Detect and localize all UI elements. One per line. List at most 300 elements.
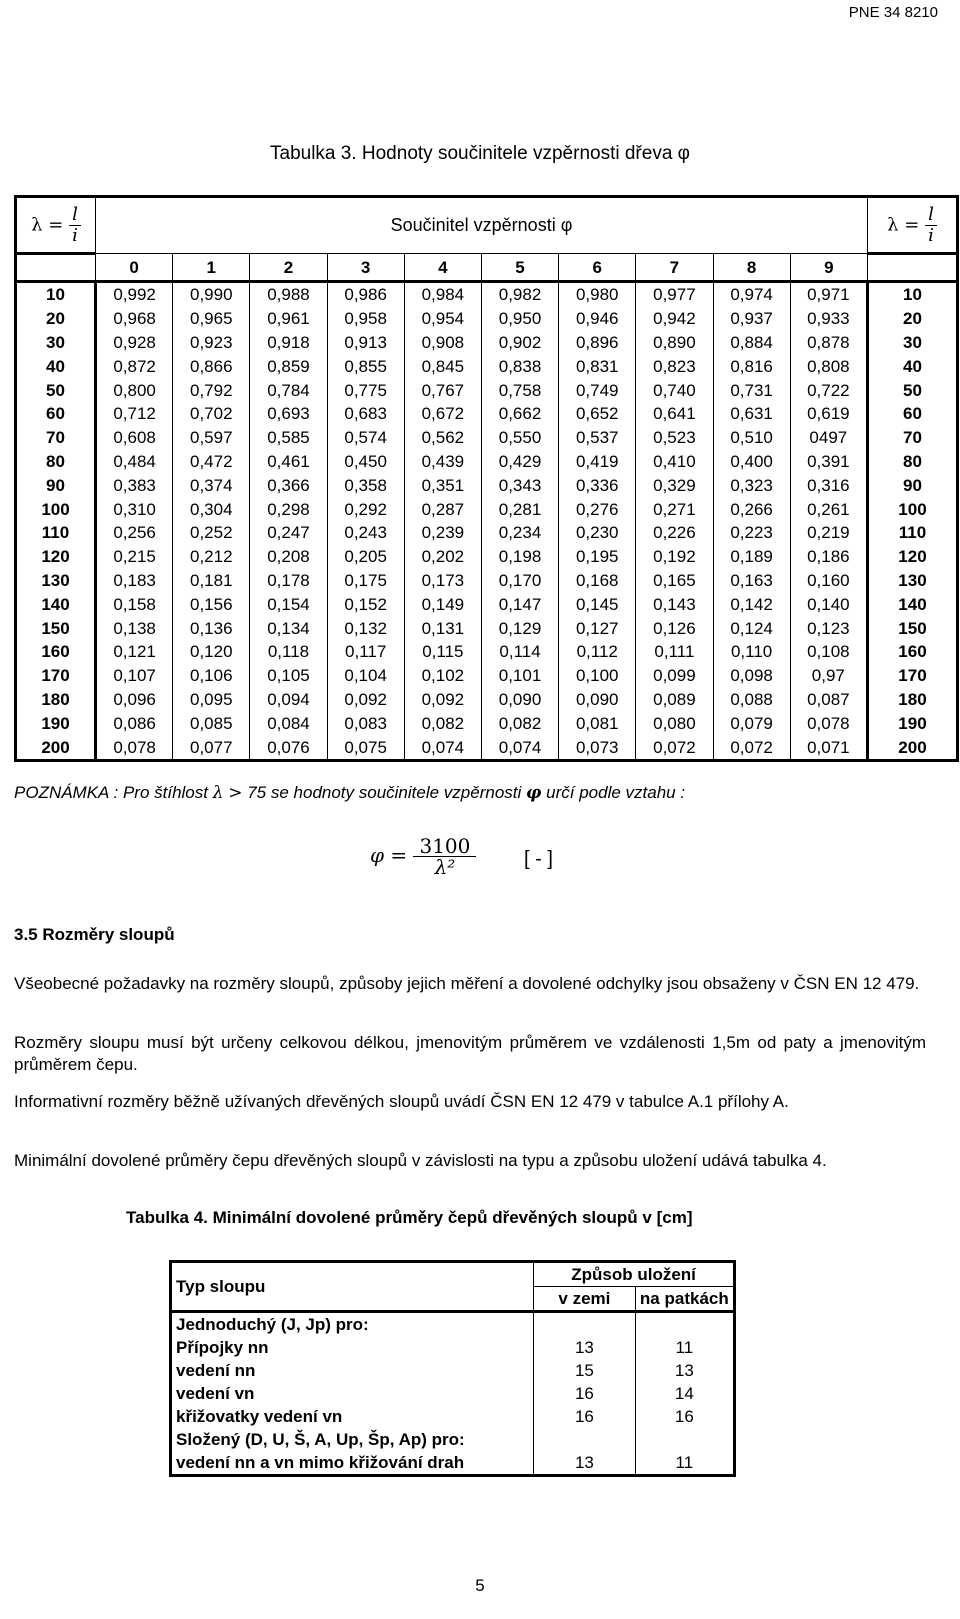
digit-header: 9 — [790, 254, 867, 282]
lambda-cell: 140 — [867, 592, 957, 616]
value-cell: 0,076 — [250, 735, 327, 760]
value-cell: 0,261 — [790, 497, 867, 521]
lambda-cell: 180 — [16, 688, 96, 712]
table-row — [16, 616, 958, 640]
lambda-cell: 150 — [16, 616, 96, 640]
lambda-cell: 180 — [867, 688, 957, 712]
table-row — [16, 426, 958, 450]
value-cell: 0,800 — [96, 378, 173, 402]
value-cell: 0,101 — [481, 664, 558, 688]
value-cell: 0,990 — [173, 282, 250, 307]
value-cell: 0,97 — [790, 664, 867, 688]
lambda-cell: 150 — [867, 616, 957, 640]
value-cell: 0,859 — [250, 354, 327, 378]
lambda-cell: 10 — [16, 282, 96, 307]
value-cell: 0,722 — [790, 378, 867, 402]
value-cell: 0,160 — [790, 569, 867, 593]
lambda-cell: 130 — [16, 569, 96, 593]
value-cell: 0,988 — [250, 282, 327, 307]
value-cell: 0,946 — [559, 307, 636, 331]
value-cell: 0,954 — [404, 307, 481, 331]
lambda-cell: 200 — [16, 735, 96, 760]
value-cell: 0,071 — [790, 735, 867, 760]
lambda-cell: 170 — [16, 664, 96, 688]
value-cell: 0,243 — [327, 521, 404, 545]
value-cell: 0,740 — [636, 378, 713, 402]
value-cell: 0,183 — [96, 569, 173, 593]
formula-denominator: λ² — [434, 855, 456, 879]
value-cell: 0,094 — [250, 688, 327, 712]
value-cell: 0,775 — [327, 378, 404, 402]
value-cell: 0,085 — [173, 711, 250, 735]
lambda-cell: 20 — [16, 307, 96, 331]
value-cell: 0,619 — [790, 402, 867, 426]
digit-header: 0 — [96, 254, 173, 282]
diameter-value: 16 — [635, 1405, 734, 1428]
table-row — [16, 735, 958, 760]
value-cell: 0,158 — [96, 592, 173, 616]
value-cell: 0,961 — [250, 307, 327, 331]
value-cell: 0,702 — [173, 402, 250, 426]
lambda-cell: 10 — [867, 282, 957, 307]
table-row — [16, 354, 958, 378]
value-cell: 0,652 — [559, 402, 636, 426]
value-cell: 0497 — [790, 426, 867, 450]
formula-numerator: 3100 — [413, 836, 476, 857]
value-cell: 0,252 — [173, 521, 250, 545]
value-cell: 0,276 — [559, 497, 636, 521]
lambda-cell: 130 — [867, 569, 957, 593]
value-cell: 0,287 — [404, 497, 481, 521]
value-cell: 0,138 — [96, 616, 173, 640]
value-cell: 0,136 — [173, 616, 250, 640]
value-cell: 0,156 — [173, 592, 250, 616]
value-cell: 0,118 — [250, 640, 327, 664]
value-cell: 0,123 — [790, 616, 867, 640]
value-cell: 0,631 — [713, 402, 790, 426]
table-row — [16, 497, 958, 521]
value-cell: 0,391 — [790, 450, 867, 474]
value-cell: 0,767 — [404, 378, 481, 402]
value-cell: 0,145 — [559, 592, 636, 616]
lambda-cell: 120 — [16, 545, 96, 569]
row-label: křižovatky vedení vn — [171, 1405, 534, 1428]
table-row — [16, 592, 958, 616]
value-cell: 0,099 — [636, 664, 713, 688]
value-cell: 0,537 — [559, 426, 636, 450]
lambda-cell: 140 — [16, 592, 96, 616]
value-cell: 0,100 — [559, 664, 636, 688]
digit-header: 8 — [713, 254, 790, 282]
lambda-cell: 70 — [16, 426, 96, 450]
lambda-cell: 70 — [867, 426, 957, 450]
value-cell: 0,256 — [96, 521, 173, 545]
paragraph: Minimální dovolené průměry čepu dřevěných sloupů v závislosti na typu a způsobu uložení udává tabulka 4. — [14, 1151, 827, 1170]
paragraph: Všeobecné požadavky na rozměry sloupů, způsoby jejich měření a dovolené odchylky jsou obsaženy v ČSN EN 12 479. — [14, 974, 920, 993]
value-cell: 0,731 — [713, 378, 790, 402]
value-cell: 0,292 — [327, 497, 404, 521]
value-cell: 0,965 — [173, 307, 250, 331]
table-row — [16, 664, 958, 688]
value-cell: 0,132 — [327, 616, 404, 640]
value-cell: 0,078 — [790, 711, 867, 735]
value-cell: 0,079 — [713, 711, 790, 735]
lambda-cell: 100 — [16, 497, 96, 521]
value-cell: 0,175 — [327, 569, 404, 593]
table-row — [16, 569, 958, 593]
value-cell: 0,189 — [713, 545, 790, 569]
table-row — [16, 688, 958, 712]
value-cell: 0,212 — [173, 545, 250, 569]
col-footing-header: na patkách — [635, 1287, 734, 1312]
value-cell: 0,461 — [250, 450, 327, 474]
value-cell: 0,127 — [559, 616, 636, 640]
diameter-value: 16 — [534, 1382, 636, 1405]
coefficient-heading: Součinitel vzpěrnosti φ — [96, 197, 868, 254]
pole-diameter-table — [169, 1260, 736, 1477]
table-row — [16, 521, 958, 545]
value-cell: 0,974 — [713, 282, 790, 307]
value-cell: 0,086 — [96, 711, 173, 735]
lambda-cell: 190 — [867, 711, 957, 735]
value-cell: 0,075 — [327, 735, 404, 760]
value-cell: 0,608 — [96, 426, 173, 450]
value-cell: 0,908 — [404, 331, 481, 355]
value-cell: 0,336 — [559, 473, 636, 497]
digit-header: 7 — [636, 254, 713, 282]
value-cell: 0,816 — [713, 354, 790, 378]
value-cell: 0,084 — [250, 711, 327, 735]
value-cell: 0,831 — [559, 354, 636, 378]
value-cell: 0,683 — [327, 402, 404, 426]
value-cell: 0,205 — [327, 545, 404, 569]
table-row — [16, 282, 958, 307]
value-cell: 0,574 — [327, 426, 404, 450]
lambda-cell: 30 — [867, 331, 957, 355]
row-label: Přípojky nn — [171, 1336, 534, 1359]
value-cell: 0,239 — [404, 521, 481, 545]
lambda-cell: 80 — [867, 450, 957, 474]
value-cell: 0,098 — [713, 664, 790, 688]
diameter-value: 13 — [635, 1359, 734, 1382]
value-cell: 0,366 — [250, 473, 327, 497]
value-cell: 0,140 — [790, 592, 867, 616]
diameter-value: 11 — [635, 1451, 734, 1476]
value-cell: 0,902 — [481, 331, 558, 355]
value-cell: 0,383 — [96, 473, 173, 497]
value-cell: 0,223 — [713, 521, 790, 545]
value-cell: 0,168 — [559, 569, 636, 593]
value-cell: 0,986 — [327, 282, 404, 307]
value-cell: 0,195 — [559, 545, 636, 569]
value-cell: 0,523 — [636, 426, 713, 450]
paragraph: Informativní rozměry běžně užívaných dřevěných sloupů uvádí ČSN EN 12 479 v tabulce A.1 přílohy A. — [14, 1092, 789, 1111]
value-cell: 0,114 — [481, 640, 558, 664]
value-cell: 0,234 — [481, 521, 558, 545]
value-cell: 0,890 — [636, 331, 713, 355]
value-cell: 0,142 — [713, 592, 790, 616]
lambda-cell: 190 — [16, 711, 96, 735]
col-ground-header: v zemi — [534, 1287, 636, 1312]
lambda-cell: 100 — [867, 497, 957, 521]
value-cell: 0,977 — [636, 282, 713, 307]
lambda-cell: 110 — [867, 521, 957, 545]
value-cell: 0,641 — [636, 402, 713, 426]
table-row — [16, 450, 958, 474]
value-cell: 0,088 — [713, 688, 790, 712]
value-cell: 0,896 — [559, 331, 636, 355]
group2-title: Složený (D, U, Š, A, Up, Šp, Ap) pro: — [171, 1428, 534, 1451]
lambda-cell: 20 — [867, 307, 957, 331]
value-cell: 0,374 — [173, 473, 250, 497]
table-row — [16, 307, 958, 331]
diameter-value: 11 — [635, 1336, 734, 1359]
value-cell: 0,081 — [559, 711, 636, 735]
value-cell: 0,115 — [404, 640, 481, 664]
value-cell: 0,950 — [481, 307, 558, 331]
value-cell: 0,192 — [636, 545, 713, 569]
lambda-cell: 60 — [16, 402, 96, 426]
value-cell: 0,271 — [636, 497, 713, 521]
value-cell: 0,131 — [404, 616, 481, 640]
value-cell: 0,110 — [713, 640, 790, 664]
digit-header: 5 — [481, 254, 558, 282]
value-cell: 0,111 — [636, 640, 713, 664]
value-cell: 0,208 — [250, 545, 327, 569]
table-row — [171, 1382, 735, 1405]
value-cell: 0,074 — [404, 735, 481, 760]
value-cell: 0,082 — [404, 711, 481, 735]
value-cell: 0,163 — [713, 569, 790, 593]
value-cell: 0,866 — [173, 354, 250, 378]
value-cell: 0,410 — [636, 450, 713, 474]
value-cell: 0,693 — [250, 402, 327, 426]
value-cell: 0,104 — [327, 664, 404, 688]
value-cell: 0,662 — [481, 402, 558, 426]
value-cell: 0,304 — [173, 497, 250, 521]
value-cell: 0,129 — [481, 616, 558, 640]
value-cell: 0,298 — [250, 497, 327, 521]
value-cell: 0,758 — [481, 378, 558, 402]
value-cell: 0,712 — [96, 402, 173, 426]
value-cell: 0,266 — [713, 497, 790, 521]
value-cell: 0,083 — [327, 711, 404, 735]
lambda-cell: 80 — [16, 450, 96, 474]
digit-header: 2 — [250, 254, 327, 282]
value-cell: 0,942 — [636, 307, 713, 331]
value-cell: 0,872 — [96, 354, 173, 378]
value-cell: 0,120 — [173, 640, 250, 664]
table4-caption: Tabulka 4. Minimální dovolené průměry čepů dřevěných sloupů v [cm] — [126, 1208, 693, 1227]
value-cell: 0,092 — [404, 688, 481, 712]
col-group-header: Způsob uložení — [534, 1262, 735, 1287]
row-label: vedení vn — [171, 1382, 534, 1405]
value-cell: 0,181 — [173, 569, 250, 593]
value-cell: 0,215 — [96, 545, 173, 569]
value-cell: 0,106 — [173, 664, 250, 688]
value-cell: 0,878 — [790, 331, 867, 355]
value-cell: 0,089 — [636, 688, 713, 712]
table3-caption: Tabulka 3. Hodnoty součinitele vzpěrnosti dřeva φ — [270, 143, 690, 164]
value-cell: 0,450 — [327, 450, 404, 474]
value-cell: 0,095 — [173, 688, 250, 712]
value-cell: 0,343 — [481, 473, 558, 497]
lambda-cell: 160 — [16, 640, 96, 664]
value-cell: 0,510 — [713, 426, 790, 450]
paragraph: Rozměry sloupu musí být určeny celkovou délkou, jmenovitým průměrem ve vzdálenosti 1,5m od paty a jmenovitým průměrem čepu. — [14, 1033, 926, 1074]
digit-header: 1 — [173, 254, 250, 282]
value-cell: 0,562 — [404, 426, 481, 450]
value-cell: 0,329 — [636, 473, 713, 497]
lambda-header-left: λ = $\frac{l}{i}$ — [16, 197, 96, 254]
value-cell: 0,550 — [481, 426, 558, 450]
value-cell: 0,585 — [250, 426, 327, 450]
table-row — [16, 402, 958, 426]
value-cell: 0,073 — [559, 735, 636, 760]
value-cell: 0,219 — [790, 521, 867, 545]
value-cell: 0,419 — [559, 450, 636, 474]
table-row — [16, 473, 958, 497]
value-cell: 0,072 — [636, 735, 713, 760]
value-cell: 0,134 — [250, 616, 327, 640]
value-cell: 0,112 — [559, 640, 636, 664]
value-cell: 0,092 — [327, 688, 404, 712]
value-cell: 0,074 — [481, 735, 558, 760]
value-cell: 0,080 — [636, 711, 713, 735]
value-cell: 0,958 — [327, 307, 404, 331]
value-cell: 0,918 — [250, 331, 327, 355]
value-cell: 0,823 — [636, 354, 713, 378]
lambda-cell: 90 — [16, 473, 96, 497]
value-cell: 0,090 — [559, 688, 636, 712]
lambda-cell: 110 — [16, 521, 96, 545]
table-row — [16, 711, 958, 735]
value-cell: 0,281 — [481, 497, 558, 521]
value-cell: 0,226 — [636, 521, 713, 545]
value-cell: 0,154 — [250, 592, 327, 616]
value-cell: 0,472 — [173, 450, 250, 474]
value-cell: 0,316 — [790, 473, 867, 497]
digit-header: 3 — [327, 254, 404, 282]
phi-formula: φ = $\frac{3100}{\text{λ²}}$ — [370, 836, 476, 877]
value-cell: 0,090 — [481, 688, 558, 712]
value-cell: 0,992 — [96, 282, 173, 307]
lambda-cell: 200 — [867, 735, 957, 760]
value-cell: 0,149 — [404, 592, 481, 616]
lambda-cell: 50 — [16, 378, 96, 402]
diameter-value: 14 — [635, 1382, 734, 1405]
table-row — [16, 378, 958, 402]
value-cell: 0,928 — [96, 331, 173, 355]
page-number: 5 — [475, 1576, 485, 1595]
value-cell: 0,077 — [173, 735, 250, 760]
value-cell: 0,923 — [173, 331, 250, 355]
diameter-value: 16 — [534, 1405, 636, 1428]
value-cell: 0,439 — [404, 450, 481, 474]
value-cell: 0,124 — [713, 616, 790, 640]
value-cell: 0,147 — [481, 592, 558, 616]
table-row — [171, 1405, 735, 1428]
value-cell: 0,913 — [327, 331, 404, 355]
table-row — [16, 640, 958, 664]
value-cell: 0,400 — [713, 450, 790, 474]
lambda-cell: 160 — [867, 640, 957, 664]
value-cell: 0,971 — [790, 282, 867, 307]
value-cell: 0,672 — [404, 402, 481, 426]
value-cell: 0,838 — [481, 354, 558, 378]
formula-unit: [ - ] — [524, 848, 553, 870]
value-cell: 0,108 — [790, 640, 867, 664]
table-row — [171, 1451, 735, 1476]
lambda-cell: 50 — [867, 378, 957, 402]
value-cell: 0,247 — [250, 521, 327, 545]
value-cell: 0,597 — [173, 426, 250, 450]
lambda-header-right: λ = $\frac{l}{i}$ — [867, 197, 957, 254]
value-cell: 0,980 — [559, 282, 636, 307]
value-cell: 0,792 — [173, 378, 250, 402]
value-cell: 0,884 — [713, 331, 790, 355]
section-title: 3.5 Rozměry sloupů — [14, 925, 175, 944]
value-cell: 0,784 — [250, 378, 327, 402]
diameter-value: 15 — [534, 1359, 636, 1382]
value-cell: 0,107 — [96, 664, 173, 688]
value-cell: 0,126 — [636, 616, 713, 640]
value-cell: 0,484 — [96, 450, 173, 474]
value-cell: 0,087 — [790, 688, 867, 712]
digit-header: 4 — [404, 254, 481, 282]
row-label: vedení nn a vn mimo křižování drah — [171, 1451, 534, 1476]
lambda-cell: 90 — [867, 473, 957, 497]
value-cell: 0,937 — [713, 307, 790, 331]
value-cell: 0,072 — [713, 735, 790, 760]
value-cell: 0,984 — [404, 282, 481, 307]
lambda-cell: 60 — [867, 402, 957, 426]
buckling-coefficient-table — [14, 195, 959, 762]
value-cell: 0,186 — [790, 545, 867, 569]
value-cell: 0,165 — [636, 569, 713, 593]
group1-title: Jednoduchý (J, Jp) pro: — [171, 1312, 534, 1337]
table-row — [171, 1359, 735, 1382]
value-cell: 0,845 — [404, 354, 481, 378]
value-cell: 0,855 — [327, 354, 404, 378]
value-cell: 0,202 — [404, 545, 481, 569]
lambda-cell: 120 — [867, 545, 957, 569]
lambda-cell: 30 — [16, 331, 96, 355]
table-row — [171, 1336, 735, 1359]
value-cell: 0,323 — [713, 473, 790, 497]
value-cell: 0,310 — [96, 497, 173, 521]
value-cell: 0,102 — [404, 664, 481, 688]
value-cell: 0,078 — [96, 735, 173, 760]
value-cell: 0,105 — [250, 664, 327, 688]
value-cell: 0,358 — [327, 473, 404, 497]
value-cell: 0,351 — [404, 473, 481, 497]
table-row — [16, 545, 958, 569]
value-cell: 0,170 — [481, 569, 558, 593]
value-cell: 0,178 — [250, 569, 327, 593]
value-cell: 0,982 — [481, 282, 558, 307]
value-cell: 0,143 — [636, 592, 713, 616]
lambda-cell: 170 — [867, 664, 957, 688]
value-cell: 0,230 — [559, 521, 636, 545]
digit-header: 6 — [559, 254, 636, 282]
table-row — [16, 331, 958, 355]
value-cell: 0,117 — [327, 640, 404, 664]
col-type-header: Typ sloupu — [171, 1262, 534, 1312]
value-cell: 0,198 — [481, 545, 558, 569]
value-cell: 0,933 — [790, 307, 867, 331]
value-cell: 0,749 — [559, 378, 636, 402]
